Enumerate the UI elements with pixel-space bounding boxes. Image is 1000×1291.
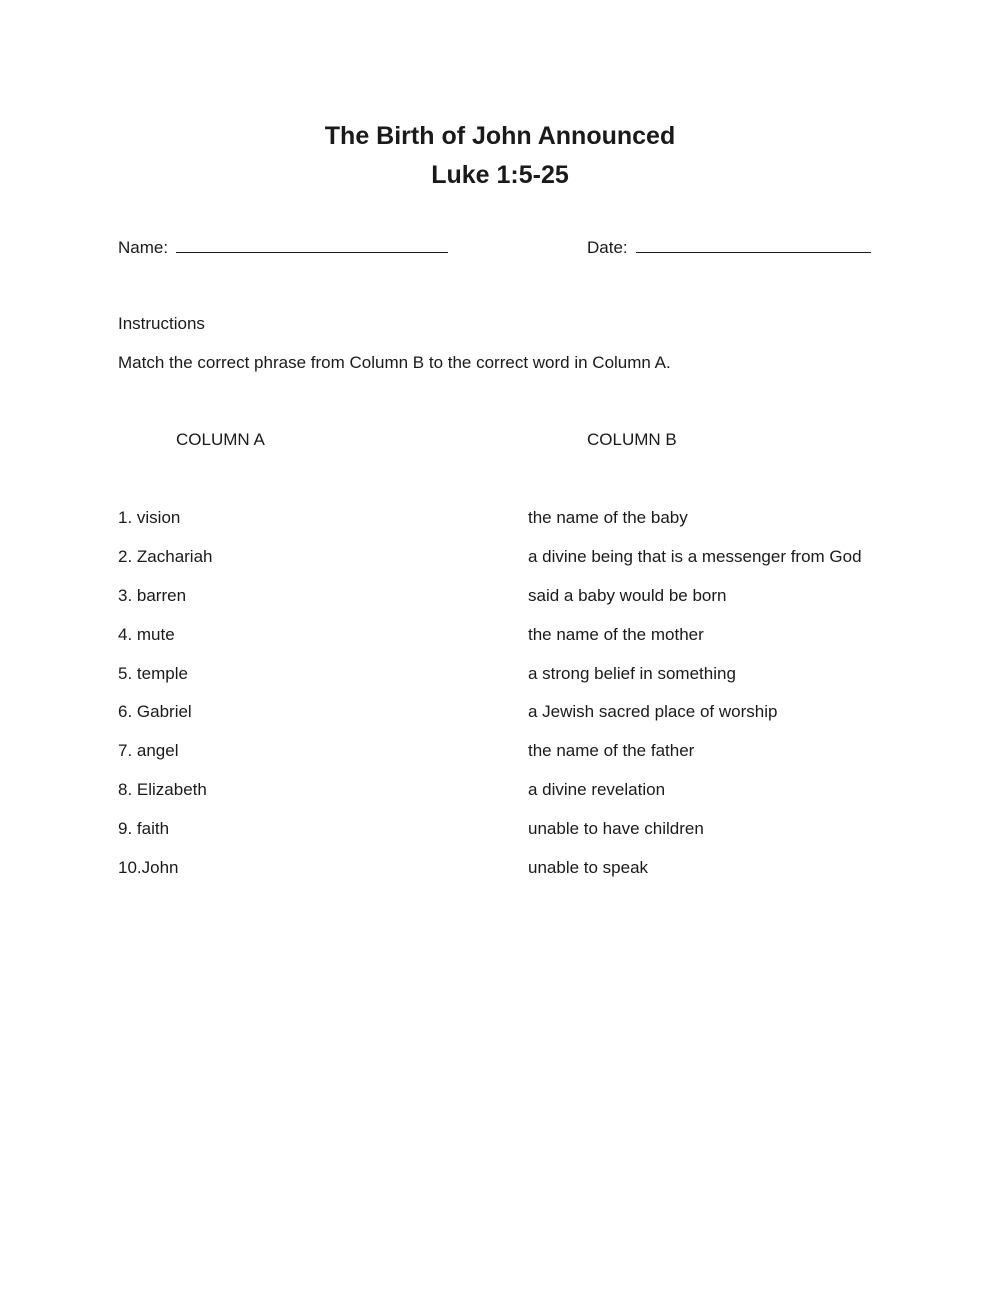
column-a-item: 1. vision <box>118 508 181 527</box>
column-b-item: a strong belief in something <box>528 664 736 683</box>
column-b-item: the name of the baby <box>528 508 688 527</box>
column-a-item: 2. Zachariah <box>118 547 213 566</box>
column-a-item: 4. mute <box>118 625 175 644</box>
instructions-text: Match the correct phrase from Column B to the correct word in Column A. <box>118 353 671 372</box>
column-b-item: a Jewish sacred place of worship <box>528 702 778 721</box>
name-blank-line[interactable] <box>176 235 448 253</box>
column-a-item: 7. angel <box>118 741 179 760</box>
name-label: Name: <box>118 238 169 257</box>
column-b-header: COLUMN B <box>587 430 677 449</box>
worksheet-title: The Birth of John Announced <box>324 122 676 150</box>
column-b-item: said a baby would be born <box>528 586 727 605</box>
date-label: Date: <box>587 238 628 257</box>
column-a-item: 9. faith <box>118 819 170 838</box>
worksheet-subtitle: Luke 1:5-25 <box>431 161 569 189</box>
column-a-item: 10.John <box>118 858 179 877</box>
column-b-item: unable to have children <box>528 819 704 838</box>
column-a-item: 6. Gabriel <box>118 702 192 721</box>
column-a-item: 8. Elizabeth <box>118 780 207 799</box>
column-a-header: COLUMN A <box>176 430 265 449</box>
column-b-item: a divine being that is a messenger from God <box>528 547 862 566</box>
column-b-item: the name of the father <box>528 741 695 760</box>
column-b-item: unable to speak <box>528 858 649 877</box>
date-blank-line[interactable] <box>636 235 871 253</box>
name-field <box>118 235 448 259</box>
instructions-heading: Instructions <box>118 314 205 333</box>
column-b-item: a divine revelation <box>528 780 666 799</box>
column-a-item: 3. barren <box>118 586 187 605</box>
column-b-item: the name of the mother <box>528 625 704 644</box>
date-field <box>587 235 871 259</box>
column-a-item: 5. temple <box>118 664 188 683</box>
